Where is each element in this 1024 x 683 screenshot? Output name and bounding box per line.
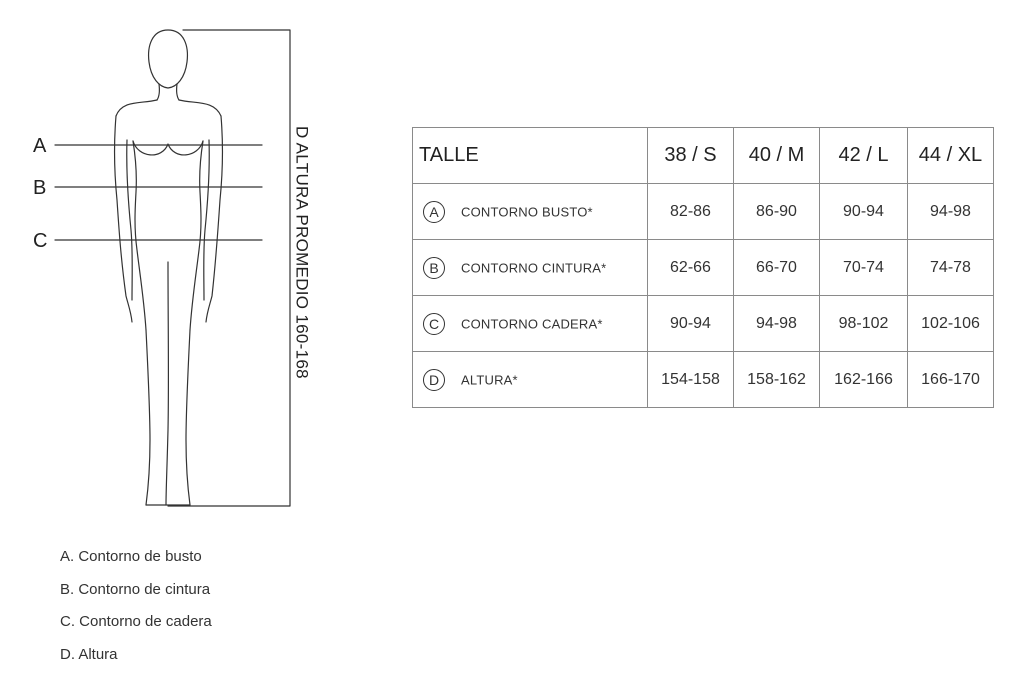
figure-torso-left (133, 141, 146, 330)
row-label-text: CONTORNO CINTURA* (461, 260, 607, 275)
table-row (413, 184, 994, 240)
legend-item: D. Altura (60, 645, 118, 663)
row-label-text: CONTORNO BUSTO* (461, 204, 593, 219)
figure-bust (133, 141, 203, 155)
height-vertical-label: D ALTURA PROMEDIO 160-168 (292, 126, 312, 379)
legend-item: C. Contorno de cadera (60, 613, 212, 630)
figure-arm-right (206, 116, 222, 322)
figure-neck-right (177, 84, 179, 100)
figure-shoulder-right (179, 100, 221, 116)
table-row (413, 352, 994, 408)
table-row (413, 296, 994, 352)
circle-b-icon: B (423, 257, 445, 279)
size-table (412, 127, 994, 408)
row-label-cintura (413, 240, 648, 296)
table-cell: 90-94 (820, 184, 908, 240)
table-cell: 94-98 (908, 184, 994, 240)
row-label-text: ALTURA* (461, 372, 518, 387)
header-size-s: 38 / S (648, 128, 734, 184)
table-cell: 162-166 (820, 352, 908, 408)
table-cell: 86-90 (734, 184, 820, 240)
figure-torso-right (190, 141, 203, 330)
header-size-m: 40 / M (734, 128, 820, 184)
figure-inner-arm-left (127, 140, 133, 300)
figure-inner-arm-right (204, 140, 210, 300)
header-size-xl: 44 / XL (908, 128, 994, 184)
row-label-cadera (413, 296, 648, 352)
figure-leg-left (146, 330, 150, 505)
figure-shoulder-left (116, 100, 157, 116)
header-size-l: 42 / L (820, 128, 908, 184)
figure-inner-leg (166, 262, 168, 505)
row-label-text: CONTORNO CADERA* (461, 316, 603, 331)
marker-b-label: B (33, 177, 47, 199)
table-header-row (413, 128, 994, 184)
table-cell: 94-98 (734, 296, 820, 352)
table-cell: 90-94 (648, 296, 734, 352)
legend-item: A. Contorno de busto (60, 548, 202, 565)
table-cell: 74-78 (908, 240, 994, 296)
marker-a-label: A (33, 135, 47, 157)
table-cell: 158-162 (734, 352, 820, 408)
legend-item: B. Contorno de cintura (60, 580, 211, 598)
measurement-legend (60, 546, 212, 676)
table-cell: 70-74 (820, 240, 908, 296)
circle-d-icon: D (423, 369, 445, 391)
figure-leg-right (186, 330, 190, 505)
marker-c-label: C (33, 230, 48, 252)
body-measurement-figure (0, 0, 340, 530)
table-cell: 62-66 (648, 240, 734, 296)
row-label-busto (413, 184, 648, 240)
circle-a-icon: A (423, 201, 445, 223)
table-cell: 102-106 (908, 296, 994, 352)
table-cell: 66-70 (734, 240, 820, 296)
row-label-altura (413, 352, 648, 408)
table-row (413, 240, 994, 296)
header-talle: TALLE (413, 128, 648, 184)
table-cell: 166-170 (908, 352, 994, 408)
table-cell: 98-102 (820, 296, 908, 352)
circle-c-icon: C (423, 313, 445, 335)
figure-head (149, 30, 188, 88)
table-cell: 82-86 (648, 184, 734, 240)
figure-neck-left (157, 84, 159, 100)
table-cell: 154-158 (648, 352, 734, 408)
